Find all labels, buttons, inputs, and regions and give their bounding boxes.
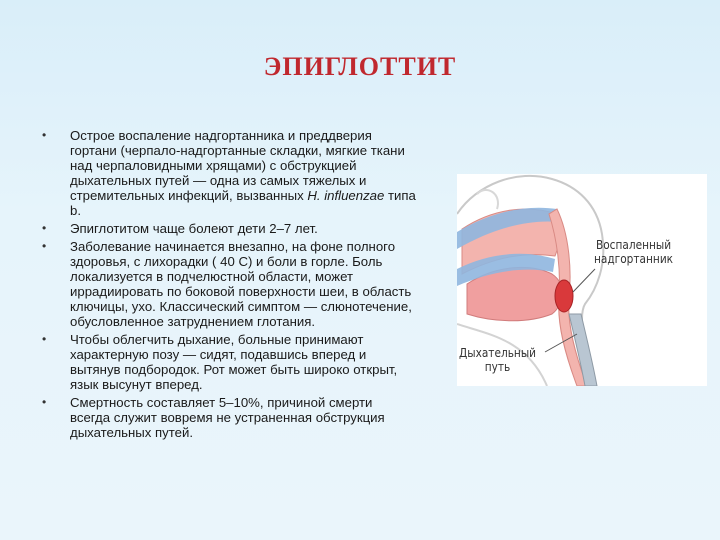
bullet-text: Чтобы облегчить дыхание, больные принимают характерную позу — сидят, подавшись вперед и вытянув подбородок. Рот может быть широко открыт, язык высунут вперед. <box>70 332 398 392</box>
bullet-marker: • <box>42 128 47 142</box>
bullet-marker: • <box>42 239 47 253</box>
bullet-text: Смертность составляет 5–10%, причиной смерти всегда служит вовремя не устраненная обструкция дыхательных путей. <box>70 395 385 440</box>
label-epiglottis: Воспаленный надгортанник <box>594 238 674 266</box>
bullet-marker: • <box>42 395 47 409</box>
bullet-item-4 <box>36 332 416 392</box>
bullet-list <box>36 128 416 443</box>
ear-shape <box>477 190 498 209</box>
slide-title: ЭПИГЛОТТИТ <box>263 52 457 81</box>
bullet-text: Заболевание начинается внезапно, на фоне полного здоровья, с лихорадки ( 40 С) и боли в горле. Боль локализуется в подчелюстной области, может иррадиировать по боковой поверхности шеи, в область ключицы, ухо. Классический симптом — слюнотечение, обусловленное затруднением глотания. <box>70 239 412 329</box>
bullet-item-1 <box>36 128 416 218</box>
bullet-text: Эпиглотитом чаще болеют дети 2–7 лет. <box>70 221 318 236</box>
epiglottis-shape <box>555 280 573 312</box>
bullet-item-5 <box>36 395 416 440</box>
bullet-marker: • <box>42 332 47 346</box>
bullet-marker: • <box>42 221 47 235</box>
epiglottitis-illustration <box>457 174 707 386</box>
bullet-item-2 <box>36 221 416 236</box>
bullet-text-end: типа b. <box>70 188 416 218</box>
label-airway: Дыхательный путь <box>459 346 537 374</box>
bullet-item-3 <box>36 239 416 329</box>
bullet-text: Острое воспаление надгортанника и преддверия гортани (черпало-надгортанные складки, мягкие ткани над черпаловидными хрящами) с обструкцией дыхательных путей — одна из самых тяжелых и стремительных инфекций, вызванных <box>70 128 405 203</box>
bullet-italic-text: H. influenzae <box>307 188 385 203</box>
pointer-epiglottis <box>573 269 595 292</box>
